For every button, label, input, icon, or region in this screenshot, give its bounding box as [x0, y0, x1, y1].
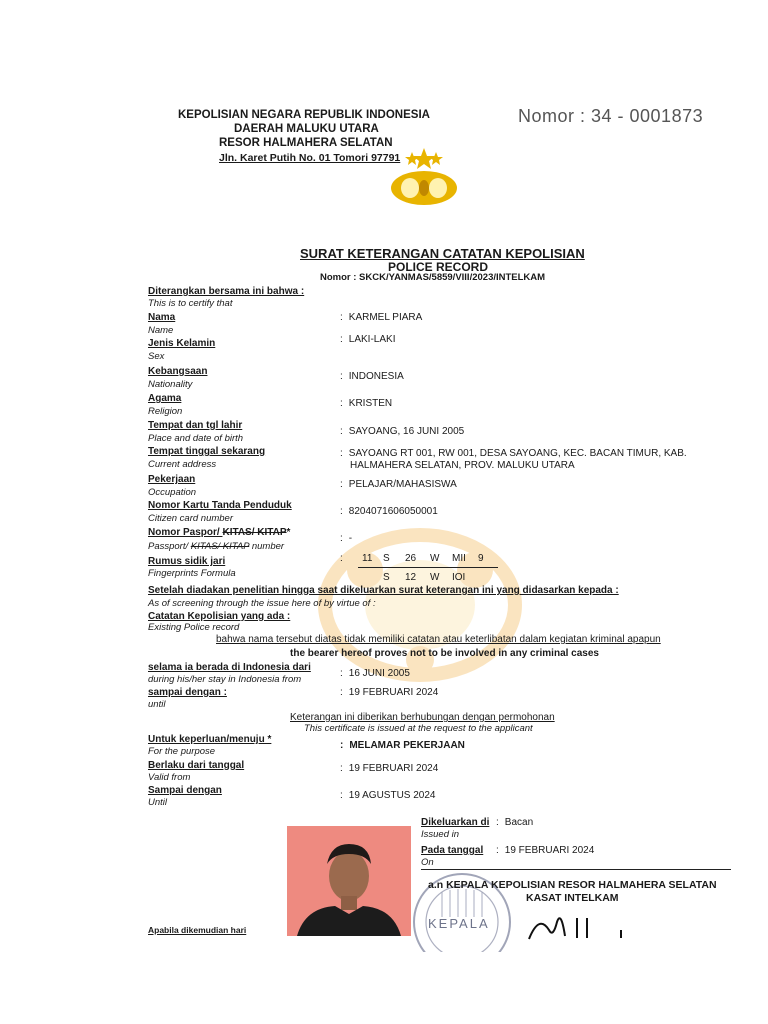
field-value-religion: : KRISTEN: [340, 398, 393, 409]
field-label-name: Nama: [148, 312, 176, 323]
record-label-en: Existing Police record: [148, 622, 240, 633]
purpose-value: : MELAMAR PEKERJAAN: [340, 740, 465, 751]
field-label-fingerprint: Rumus sidik jari: [148, 556, 226, 567]
valid-until-label-en: Until: [148, 797, 168, 808]
fingerprint-top-2: 26: [405, 553, 417, 564]
issued-on-value: : 19 FEBRUARI 2024: [496, 845, 595, 856]
fingerprint-bottom-0: S: [383, 572, 390, 583]
official-stamp-icon: [402, 862, 512, 952]
signature-title-line2: KASAT INTELKAM: [526, 892, 619, 904]
field-value-address-line2: HALMAHERA SELATAN, PROV. MALUKU UTARA: [350, 460, 575, 471]
purpose-note-en: This certificate is issued at the request to the applicant: [304, 723, 533, 734]
field-label-sex-en: Sex: [148, 351, 165, 362]
stay-until-label-id: sampai dengan :: [148, 687, 227, 698]
valid-until-value: : 19 AGUSTUS 2024: [340, 790, 436, 801]
stay-from-value: : 16 JUNI 2005: [340, 668, 410, 679]
field-value-sex: : LAKI-LAKI: [340, 334, 396, 345]
document-title: SURAT KETERANGAN CATATAN KEPOLISIAN: [300, 246, 585, 261]
valid-until-label-id: Sampai dengan: [148, 785, 222, 796]
document-title-english: POLICE RECORD: [388, 260, 489, 274]
intro-en: This is to certify that: [148, 298, 233, 309]
field-label-occupation: Pekerjaan: [148, 474, 196, 485]
stay-until-value: : 19 FEBRUARI 2024: [340, 687, 439, 698]
field-label-occupation-en: Occupation: [148, 487, 197, 498]
issued-in-value: : Bacan: [496, 817, 534, 828]
stay-from-label-en: during his/her stay in Indonesia from: [148, 674, 302, 685]
field-label-address: Tempat tinggal sekarang: [148, 446, 266, 457]
field-value-name: : KARMEL PIARA: [340, 312, 423, 323]
record-statement-en: the bearer hereof proves not to be involved in any criminal cases: [290, 648, 599, 659]
stamp-text: KEPALA: [428, 916, 490, 931]
fingerprint-top-3: W: [430, 553, 440, 564]
field-label-address-en: Current address: [148, 459, 217, 470]
field-label-nationality-en: Nationality: [148, 379, 193, 390]
agency-line-1: KEPOLISIAN NEGARA REPUBLIK INDONESIA: [178, 109, 430, 121]
valid-from-label-id: Berlaku dari tanggal: [148, 760, 245, 771]
fingerprint-top-1: S: [383, 553, 390, 564]
intro-id: Diterangkan bersama ini bahwa :: [148, 286, 305, 297]
issued-in-label-en: Issued in: [421, 829, 460, 840]
footer-note: Apabila dikemudian hari: [148, 925, 247, 935]
field-label-religion: Agama: [148, 393, 182, 404]
field-value-address: : SAYOANG RT 001, RW 001, DESA SAYOANG, KEC. BACAN TIMUR, KAB.: [340, 448, 687, 459]
issue-divider: [421, 869, 731, 870]
issued-on-label-en: On: [421, 857, 434, 868]
issued-on-label-id: Pada tanggal: [421, 845, 484, 856]
fingerprint-top-5: 9: [478, 553, 484, 564]
agency-address: Jln. Karet Putih No. 01 Tomori 97791: [219, 152, 401, 164]
field-value-occupation: : PELAJAR/MAHASISWA: [340, 479, 457, 490]
field-label-fingerprint-en: Fingerprints Formula: [148, 568, 236, 579]
field-label-passport: Nomor Paspor/ KITAS/ KITAP*: [148, 527, 291, 538]
field-label-birth-en: Place and date of birth: [148, 433, 244, 444]
police-emblem-icon: [388, 148, 460, 208]
field-value-passport: : -: [340, 533, 353, 544]
applicant-photo: [287, 826, 411, 936]
purpose-label-en: For the purpose: [148, 746, 216, 757]
field-value-nationality: : INDONESIA: [340, 371, 404, 382]
valid-from-value: : 19 FEBRUARI 2024: [340, 763, 439, 774]
field-label-sex: Jenis Kelamin: [148, 338, 216, 349]
field-label-name-en: Name: [148, 325, 174, 336]
fingerprint-top-0: 11: [362, 553, 373, 564]
purpose-note-id: Keterangan ini diberikan berhubungan dengan permohonan: [290, 712, 555, 723]
field-value-id-card: : 8204071606050001: [340, 506, 438, 517]
field-label-id-card: Nomor Kartu Tanda Penduduk: [148, 500, 292, 511]
fingerprint-divider: [358, 567, 498, 568]
field-label-religion-en: Religion: [148, 406, 183, 417]
issued-in-label-id: Dikeluarkan di: [421, 817, 490, 828]
field-label-id-card-en: Citizen card number: [148, 513, 234, 524]
person-silhouette-icon: [287, 826, 411, 936]
screening-id: Setelah diadakan penelitian hingga saat dikeluarkan surat keterangan ini yang didasarkan kepada :: [148, 585, 619, 596]
signature-title-line1: a.n KEPALA KEPOLISIAN RESOR HALMAHERA SELATAN: [428, 879, 717, 891]
agency-line-3: RESOR HALMAHERA SELATAN: [219, 137, 393, 149]
field-label-birth: Tempat dan tgl lahir: [148, 420, 243, 431]
fingerprint-colon: :: [340, 553, 343, 564]
field-label-passport-en: Passport/ KITAS/ KITAP number: [148, 541, 285, 552]
record-statement-id: bahwa nama tersebut diatas tidak memiliki catatan atau keterlibatan dalam kegiatan kriminal apapun: [216, 634, 661, 645]
screening-en: As of screening through the issue here of by virtue of :: [148, 598, 376, 609]
valid-from-label-en: Valid from: [148, 772, 191, 783]
agency-line-2: DAERAH MALUKU UTARA: [234, 123, 379, 135]
fingerprint-bottom-1: 12: [405, 572, 417, 583]
record-label-id: Catatan Kepolisian yang ada :: [148, 611, 291, 622]
stay-from-label-id: selama ia berada di Indonesia dari: [148, 662, 311, 673]
fingerprint-bottom-2: W: [430, 572, 440, 583]
fingerprint-bottom-3: IOI: [452, 572, 466, 583]
signature-mark-icon: [525, 912, 635, 940]
stay-until-label-en: until: [148, 699, 166, 710]
field-label-nationality: Kebangsaan: [148, 366, 208, 377]
serial-number: Nomor : 34 - 0001873: [518, 106, 704, 126]
document-number: Nomor : SKCK/YANMAS/5859/VIII/2023/INTELKAM: [320, 272, 546, 283]
field-value-birth: : SAYOANG, 16 JUNI 2005: [340, 426, 465, 437]
fingerprint-top-4: MII: [452, 553, 466, 564]
purpose-label-id: Untuk keperluan/menuju *: [148, 734, 272, 745]
